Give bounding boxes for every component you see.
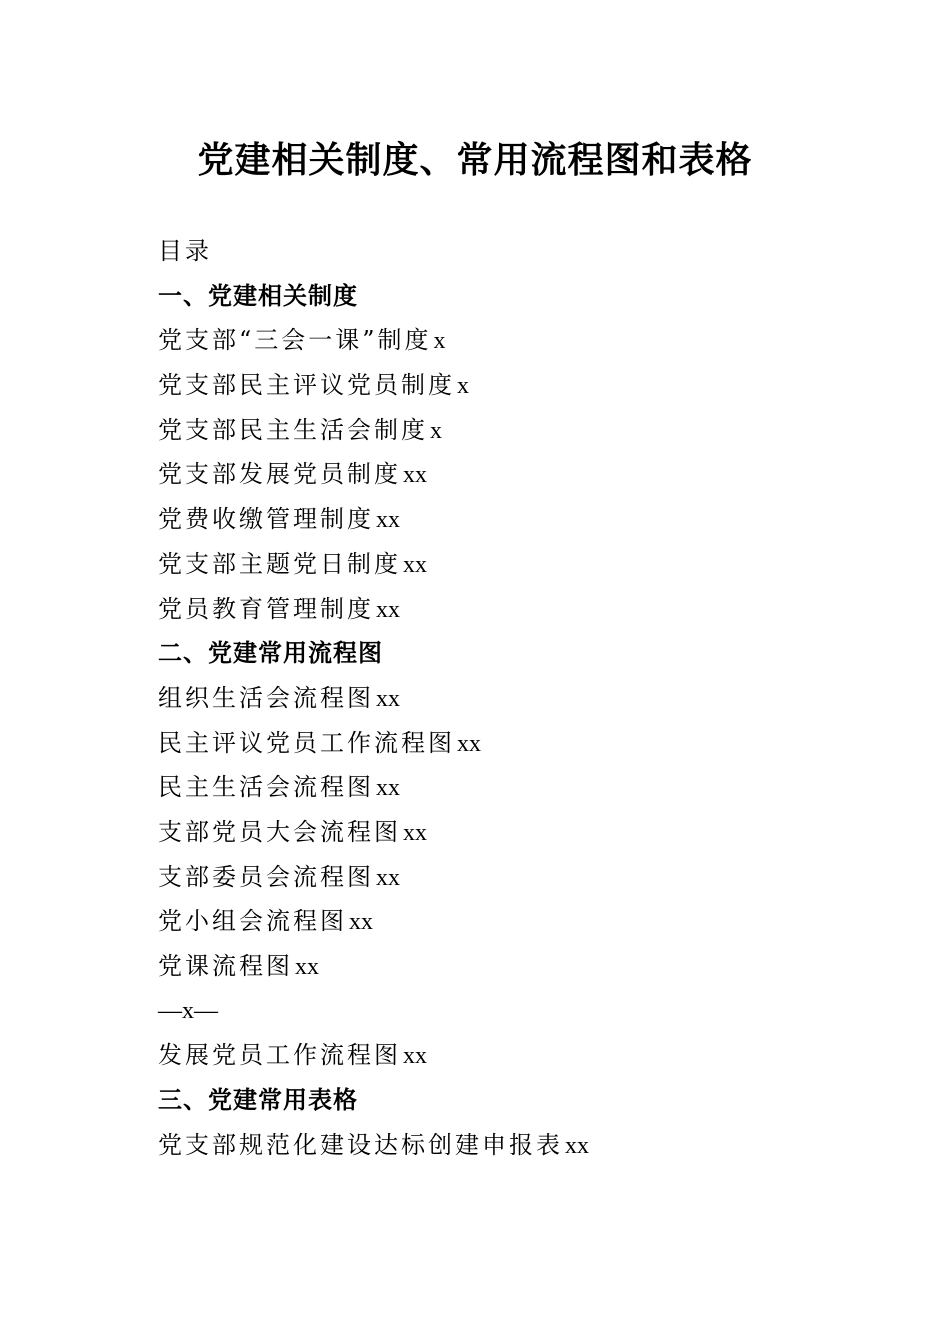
toc-entry-page: xx bbox=[403, 1043, 427, 1070]
toc-entry[interactable] bbox=[158, 542, 858, 587]
toc-entry-title: 组织生活会流程图 bbox=[158, 683, 374, 712]
toc-entry-title: 发展党员工作流程图 bbox=[158, 1041, 401, 1070]
toc-entry-page: xx bbox=[376, 775, 400, 802]
toc-entry-page: xx bbox=[376, 507, 400, 534]
toc-entry[interactable] bbox=[158, 408, 858, 453]
toc-entry-title: 民主生活会流程图 bbox=[158, 773, 374, 802]
toc-entry[interactable] bbox=[158, 363, 858, 408]
toc-entry-title: 党支部民主生活会制度 bbox=[158, 415, 428, 444]
toc-entry[interactable] bbox=[158, 944, 858, 989]
toc-entry-title: 党课流程图 bbox=[158, 952, 293, 980]
toc-entry[interactable] bbox=[158, 676, 858, 721]
toc-entry-title: 党小组会流程图 bbox=[158, 907, 347, 936]
toc-entry[interactable] bbox=[158, 810, 858, 855]
toc-entry-page: xx bbox=[376, 864, 400, 891]
toc-label: 目录 bbox=[158, 237, 212, 265]
toc-entry-title: 党支部民主评议党员制度 bbox=[158, 371, 455, 400]
toc-entry-title: 党支部发展党员制度 bbox=[158, 460, 401, 489]
toc-entry-title: 党费收缴管理制度 bbox=[158, 505, 374, 534]
toc-entry-title: 党支部主题党日制度 bbox=[158, 549, 401, 578]
toc-entry[interactable] bbox=[158, 1123, 858, 1168]
toc-entry-title: 党支部“三会一课”制度 bbox=[158, 326, 432, 355]
toc-separator: —x— bbox=[158, 997, 218, 1024]
toc-entry-page: xx bbox=[565, 1132, 589, 1159]
toc-entry[interactable] bbox=[158, 452, 858, 497]
toc-entry-title: 支部党员大会流程图 bbox=[158, 817, 401, 846]
toc-entry-page: xx bbox=[457, 730, 481, 757]
toc-entry-page: xx bbox=[349, 909, 373, 936]
section-heading: 二、党建常用流程图 bbox=[158, 639, 383, 668]
toc-entry-page: x bbox=[430, 417, 442, 444]
toc-entry-page: xx bbox=[295, 954, 319, 980]
toc-entry[interactable] bbox=[158, 899, 858, 944]
toc-entry-title: 党员教育管理制度 bbox=[158, 594, 374, 623]
toc-entry[interactable] bbox=[158, 765, 858, 810]
toc-entry-title: 党支部规范化建设达标创建申报表 bbox=[158, 1130, 563, 1159]
toc-entry[interactable] bbox=[158, 1033, 858, 1078]
toc-entry-title: 支部委员会流程图 bbox=[158, 862, 374, 891]
toc-entry[interactable] bbox=[158, 497, 858, 542]
toc-entry-page: xx bbox=[403, 462, 427, 489]
toc-entry[interactable] bbox=[158, 318, 858, 363]
toc-entry-page: xx bbox=[376, 596, 400, 623]
toc-entry[interactable] bbox=[158, 855, 858, 900]
toc-entry-page: x bbox=[457, 373, 469, 400]
toc-entry-page: xx bbox=[403, 551, 427, 578]
toc-entry-page: xx bbox=[376, 685, 400, 712]
toc-entry-title: 民主评议党员工作流程图 bbox=[158, 728, 455, 757]
toc-entry-page: x bbox=[433, 328, 446, 355]
table-of-contents bbox=[158, 229, 858, 1167]
document-title: 党建相关制度、常用流程图和表格 bbox=[197, 139, 753, 181]
toc-entry[interactable] bbox=[158, 587, 858, 632]
section-heading: 三、党建常用表格 bbox=[158, 1086, 358, 1115]
section-heading: 一、党建相关制度 bbox=[158, 281, 358, 310]
toc-entry-page: xx bbox=[403, 819, 427, 846]
toc-entry[interactable] bbox=[158, 721, 858, 766]
